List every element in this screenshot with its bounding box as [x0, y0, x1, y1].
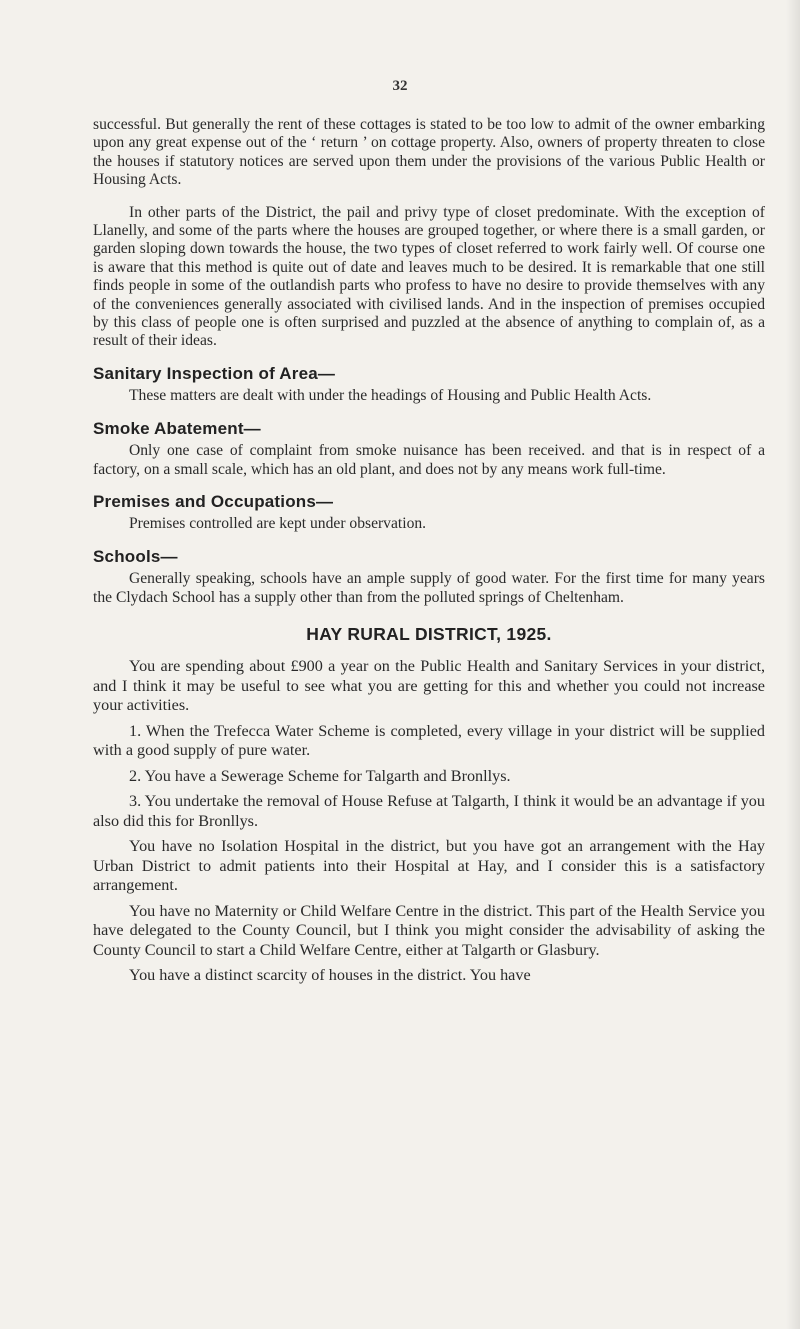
district-paragraph-houses: You have a distinct scarcity of houses in the district. You have — [129, 966, 531, 985]
district-section — [93, 657, 765, 986]
district-item-1: 1. When the Trefecca Water Scheme is completed, every village in your district will be supplied with a good supply of pure water. — [93, 721, 765, 760]
intro-paragraph-1: successful. But generally the rent of these cottages is stated to be too low to admit of the owner embarking upon any great expense out of the ‘ return ’ on cottage property. Also, owners of property threaten to close the houses if statutory notices are served upon them under the provisions of the various Public Health or Housing Acts. — [93, 116, 765, 189]
section-heading-smoke-abatement: Smoke Abatement— — [93, 418, 261, 438]
intro-paragraph-2: In other parts of the District, the pail and privy type of closet predominate. With the exception of Llanelly, and some of the parts where the houses are grouped together, or where there is a small garden, or garden sloping down towards the house, the two types of closet referred to work fairly well. Of course one is aware that this method is quite out of date and leaves much to be desired. It is remarkable that one still finds people in some of the outlandish parts who profess to have no desire to provide themselves with any of the conveniences generally associated with civilised lands. And in the inspection of premises occupied by this class of people one is often surprised and puzzled at the absence of anything to complain of, as a result of their ideas. — [93, 203, 765, 350]
district-paragraph-1: You are spending about £900 a year on the Public Health and Sanitary Services in your district, and I think it may be useful to see what you are getting for this and whether you could not increase your activities. — [93, 657, 765, 715]
section-text-premises-occupations: Premises controlled are kept under observation. — [129, 515, 427, 533]
district-title: HAY RURAL DISTRICT, 1925. — [306, 623, 552, 644]
district-item-3: 3. You undertake the removal of House Refuse at Talgarth, I think it would be an advantage if you also did this for Bronllys. — [93, 792, 765, 830]
section-text-sanitary-inspection: These matters are dealt with under the headings of Housing and Public Health Acts. — [129, 387, 652, 405]
page-number: 32 — [392, 78, 408, 94]
section-text-schools: Generally speaking, schools have an ample supply of good water. For the first time for many years the Clydach School has a supply other than from the polluted springs of Cheltenham. — [93, 570, 765, 606]
section-heading-sanitary-inspection: Sanitary Inspection of Area— — [93, 363, 336, 383]
page-edge-shadow — [786, 0, 800, 1329]
district-paragraph-maternity: You have no Maternity or Child Welfare Centre in the district. This part of the Health Service you have delegated to the County Council, but I think you might consider the advisability of asking the County Council to start a Child Welfare Centre, either at Talgarth or Glasbury. — [93, 901, 765, 959]
district-item-2: 2. You have a Sewerage Scheme for Talgarth and Bronllys. — [129, 766, 511, 785]
body-text — [93, 116, 765, 992]
section-heading-schools: Schools— — [93, 546, 178, 566]
district-paragraph-isolation: You have no Isolation Hospital in the district, but you have got an arrangement with the Hay Urban District to admit patients into their Hospital at Hay, and I consider this is a satisfactory arrangement. — [93, 837, 765, 895]
section-heading-premises-occupations: Premises and Occupations— — [93, 491, 334, 511]
section-text-smoke-abatement: Only one case of complaint from smoke nuisance has been received. and that is in respect of a factory, on a small scale, which has an old plant, and does not by any means work full-time. — [93, 442, 765, 478]
